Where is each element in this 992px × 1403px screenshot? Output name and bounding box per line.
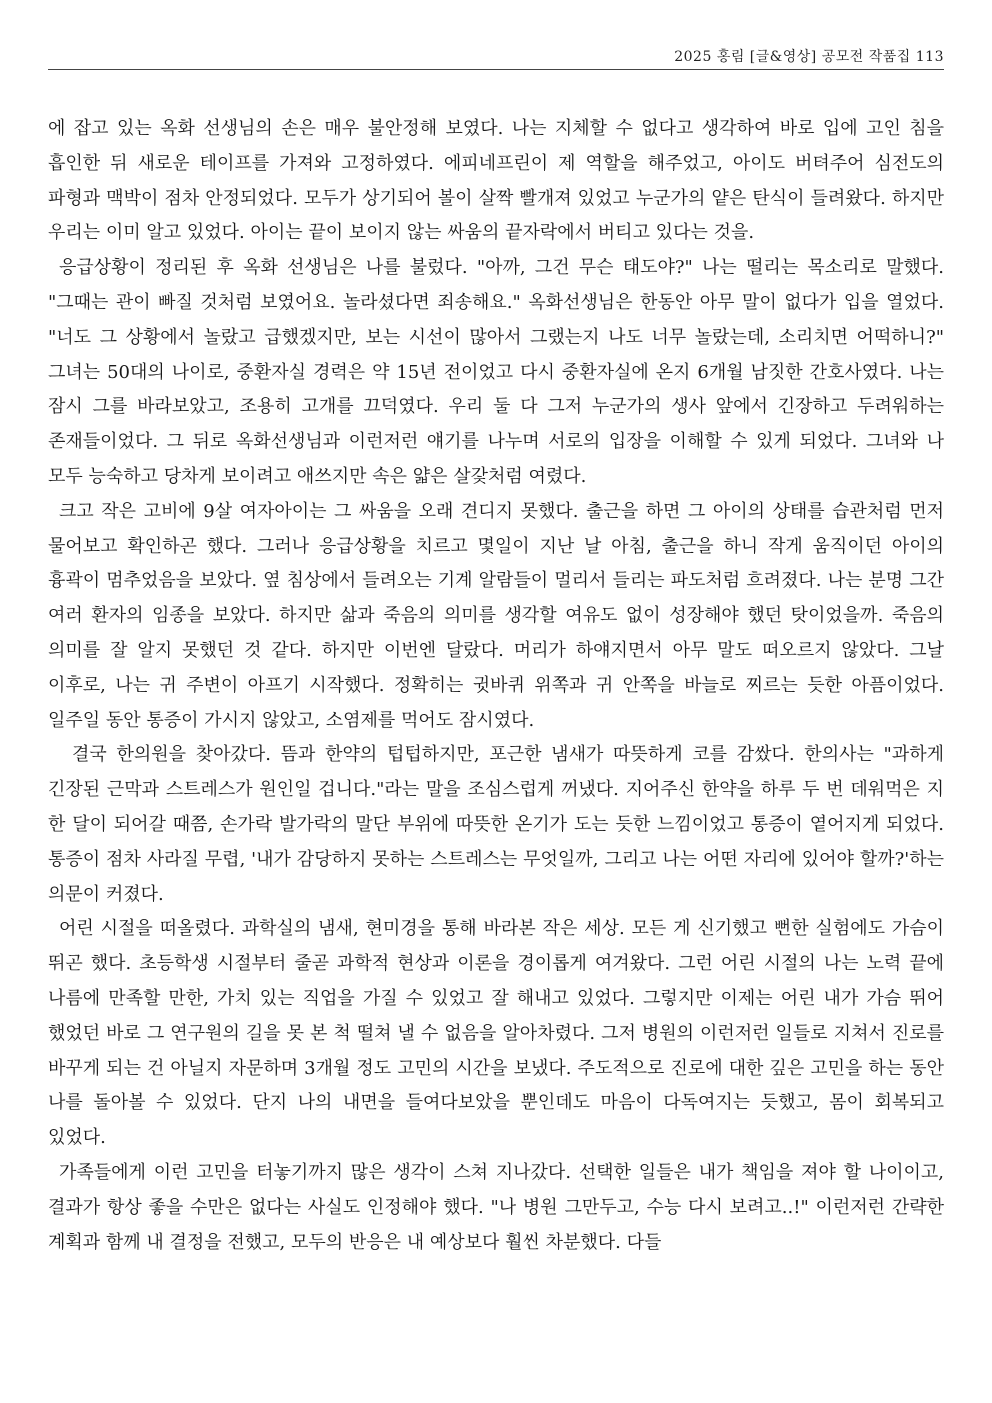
paragraph-6: 가족들에게 이런 고민을 터놓기까지 많은 생각이 스쳐 지나갔다. 선택한 일들은 내가 책임을 져야 할 나이이고, 결과가 항상 좋을 수만은 없다는 사실도 인정해야 했다. "나 병원 그만두고, 수능 다시 보려고..!" 이런저런 간략한 계획과 함께 내 결정을 전했고, 모두의 반응은 내 예상보다 훨씬 차분했다. 다들 bbox=[48, 1161, 944, 1253]
paragraph-5: 어린 시절을 떠올렸다. 과학실의 냄새, 현미경을 통해 바라본 작은 세상. 모든 게 신기했고 뻔한 실험에도 가슴이 뛰곤 했다. 초등학생 시절부터 줄곧 과학적 현상과 이론을 경이롭게 여겨왔다. 그런 어린 시절의 나는 노력 끝에 나름에 만족할 만한, 가치 있는 직업을 가질 수 있었고 잘 해내고 있었다. 그렇지만 이제는 어린 내가 가슴 뛰어 했었던 바로 그 연구원의 길을 못 본 척 떨쳐 낼 수 없음을 알아차렸다. 그저 병원의 이런저런 일들로 지쳐서 진로를 바꾸게 되는 건 아닐지 자문하며 3개월 정도 고민의 시간을 보냈다. 주도적으로 진로에 대한 깊은 고민을 하는 동안 나를 돌아볼 수 있었다. 단지 나의 내면을 들여다보았을 뿐인데도 마음이 다독여지는 듯했고, 몸이 회복되고 있었다. bbox=[48, 918, 944, 1149]
body-text bbox=[48, 112, 944, 1260]
paragraph-2: 응급상황이 정리된 후 옥화 선생님은 나를 불렀다. "아까, 그건 무슨 태도야?" 나는 떨리는 목소리로 말했다. "그때는 관이 빠질 것처럼 보였어요. 놀라셨다면 죄송해요." 옥화선생님은 한동안 아무 말이 없다가 입을 열었다. "너도 그 상황에서 놀랐고 급했겠지만, 보는 시선이 많아서 그랬는지 나도 너무 놀랐는데, 소리치면 어떡하니?" 그녀는 50대의 나이로, 중환자실 경력은 약 15년 전이었고 다시 중환자실에 온지 6개월 남짓한 간호사였다. 나는 잠시 그를 바라보았고, 조용히 고개를 끄덕였다. 우리 둘 다 그저 누군가의 생사 앞에서 긴장하고 두려워하는 존재들이었다. 그 뒤로 옥화선생님과 이런저런 얘기를 나누며 서로의 입장을 이해할 수 있게 되었다. 그녀와 나 모두 능숙하고 당차게 보이려고 애쓰지만 속은 얇은 살갗처럼 여렸다. bbox=[48, 257, 944, 487]
running-header-title: 2025 홍림 [글&영상] 공모전 작품집 113 bbox=[674, 49, 944, 65]
paragraph-3: 크고 작은 고비에 9살 여자아이는 그 싸움을 오래 견디지 못했다. 출근을 하면 그 아이의 상태를 습관처럼 먼저 물어보고 확인하곤 했다. 그러나 응급상황을 치르고 몇일이 지난 날 아침, 출근을 하니 작게 움직이던 아이의 흉곽이 멈추었음을 보았다. 옆 침상에서 들려오는 기계 알람들이 멀리서 들리는 파도처럼 흐려졌다. 나는 분명 그간 여러 환자의 임종을 보았다. 하지만 삶과 죽음의 의미를 생각할 여유도 없이 성장해야 했던 탓이었을까. 죽음의 의미를 잘 알지 못했던 것 같다. 하지만 이번엔 달랐다. 머리가 하얘지면서 아무 말도 떠오르지 않았다. 그날 이후로, 나는 귀 주변이 아프기 시작했다. 정확히는 귓바퀴 위쪽과 귀 안쪽을 바늘로 찌르는 듯한 아픔이었다. 일주일 동안 통증이 가시지 않았고, 소염제를 먹어도 잠시였다. bbox=[48, 500, 944, 731]
page-header bbox=[48, 40, 944, 70]
paragraph-4: 결국 한의원을 찾아갔다. 뜸과 한약의 텁텁하지만, 포근한 냄새가 따뜻하게 코를 감쌌다. 한의사는 "과하게 긴장된 근막과 스트레스가 원인일 겁니다."라는 말을 조심스럽게 꺼냈다. 지어주신 한약을 하루 두 번 데워먹은 지 한 달이 되어갈 때쯤, 손가락 발가락의 말단 부위에 따뜻한 온기가 도는 듯한 느낌이었고 통증이 옅어지게 되었다. 통증이 점차 사라질 무렵, '내가 감당하지 못하는 스트레스는 무엇일까, 그리고 나는 어떤 자리에 있어야 할까?'하는 의문이 커졌다. bbox=[48, 744, 944, 905]
header-divider bbox=[48, 69, 944, 70]
paragraph-1: 에 잡고 있는 옥화 선생님의 손은 매우 불안정해 보였다. 나는 지체할 수 없다고 생각하여 바로 입에 고인 침을 흡인한 뒤 새로운 테이프를 가져와 고정하였다. 에피네프린이 제 역할을 해주었고, 아이도 버텨주어 심전도의 파형과 맥박이 점차 안정되었다. 모두가 상기되어 볼이 살짝 빨개져 있었고 누군가의 얕은 탄식이 들려왔다. 하지만 우리는 이미 알고 있었다. 아이는 끝이 보이지 않는 싸움의 끝자락에서 버티고 있다는 것을. bbox=[48, 118, 944, 244]
